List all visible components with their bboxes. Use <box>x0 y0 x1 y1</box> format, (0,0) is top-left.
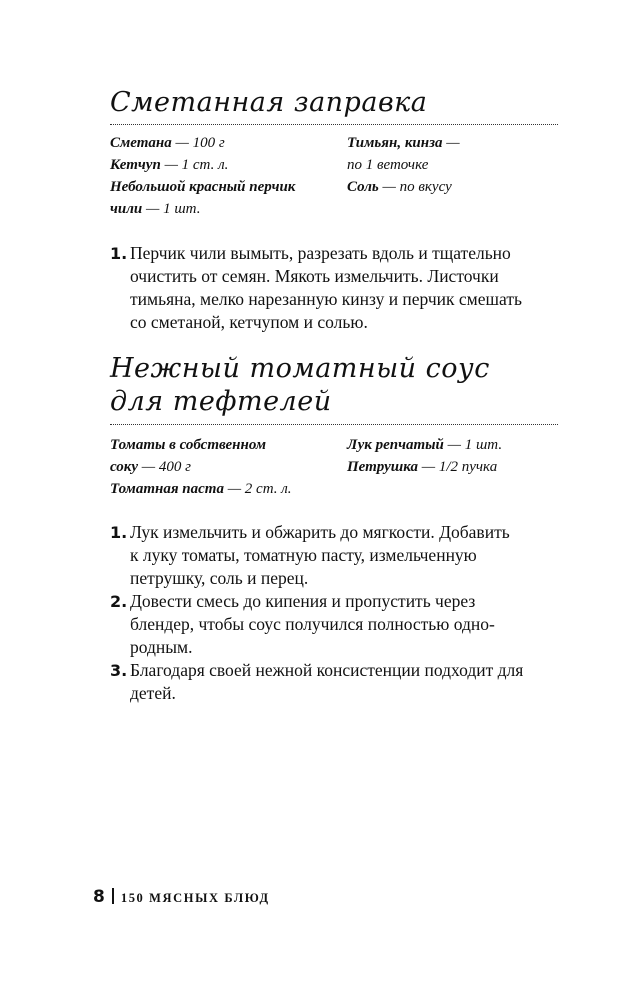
step-number: 1. <box>110 244 128 263</box>
page-footer <box>93 886 270 910</box>
recipe-1-ingredients <box>110 132 560 224</box>
recipe-1-title <box>110 86 427 119</box>
recipe-2-title <box>110 352 490 418</box>
recipe-1-divider <box>110 124 558 125</box>
ingredient-item: Лук репчатый — 1 шт. <box>347 437 503 453</box>
ingredient-item: Томатная паста — 2 ст. л. <box>110 481 292 497</box>
ingredient-item: чили — 1 шт. <box>110 201 201 217</box>
step-number: 1. <box>110 523 128 542</box>
ingredient-item: Петрушка — 1/2 пучка <box>347 459 498 475</box>
step-number: 2. <box>110 592 128 611</box>
page-number: 8 <box>93 887 105 907</box>
ingredient-item: Соль — по вкусу <box>347 179 452 195</box>
ingredient-item: Сметана — 100 г <box>110 135 225 151</box>
ingredient-item: Небольшой красный перчик <box>110 179 296 195</box>
ingredient-item: соку — 400 г <box>110 459 191 475</box>
recipe-1-ingredients-left <box>110 132 340 220</box>
recipe-step: 1. Перчик чили вымыть, разрезать вдоль и тщательно очистить от семян. Мякоть измельчить. Листочки тимьяна, мелко нарезанную кинзу и перчик смешать со сметаной, кетчупом и солью. <box>110 243 522 332</box>
recipe-2-divider <box>110 424 558 425</box>
footer-divider <box>112 888 114 904</box>
recipe-2-title-line-2: для тефтелей <box>110 386 332 417</box>
recipe-2-title-line-1: Нежный томатный соус <box>110 353 490 384</box>
recipe-1-ingredients-right <box>347 132 562 198</box>
book-title: 150 МЯСНЫХ БЛЮД <box>120 891 270 905</box>
recipe-1-steps <box>110 242 560 334</box>
recipe-step: 1. Лук измельчить и обжарить до мягкости. Добавить к луку томаты, томатную пасту, измельченную петрушку, соль и перец. <box>110 522 510 588</box>
recipe-2-steps <box>110 521 560 705</box>
recipe-2-ingredients-left <box>110 434 340 500</box>
recipe-2-ingredients-right <box>347 434 562 478</box>
recipe-2-ingredients <box>110 434 560 504</box>
ingredient-item: Томаты в собственном <box>110 437 267 453</box>
step-number: 3. <box>110 661 128 680</box>
recipe-step: 3. Благодаря своей нежной консистенции подходит для детей. <box>110 660 524 703</box>
ingredient-item: Кетчуп — 1 ст. л. <box>110 157 229 173</box>
ingredient-item: по 1 веточке <box>347 157 429 173</box>
ingredient-item: Тимьян, кинза — <box>347 135 460 151</box>
recipe-step: 2. Довести смесь до кипения и пропустить через блендер, чтобы соус получился полностью одно- родным. <box>110 591 495 657</box>
recipe-1-title-line-1: Сметанная заправка <box>110 87 428 118</box>
